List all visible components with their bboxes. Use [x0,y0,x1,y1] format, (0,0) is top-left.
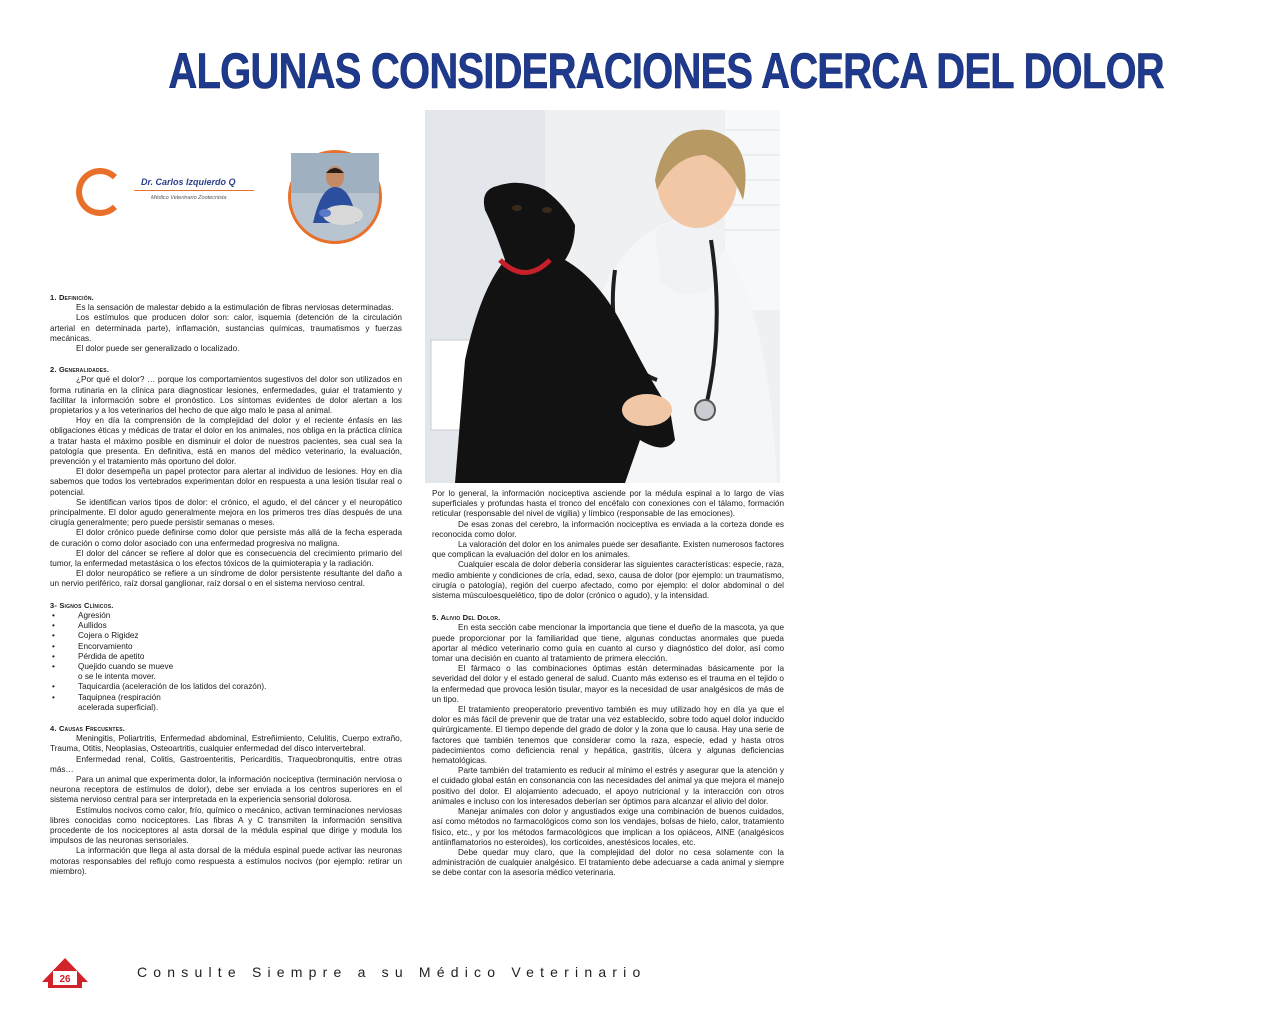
paragraph: Para un animal que experimenta dolor, la información nociceptiva (terminación nerviosa o neurona receptora de estímulos de dolor), debe ser enviada a los centros superiores en el sistema nervioso central para ser interpretada en la experiencia sensorial dolorosa. [50,774,402,805]
list-item: • Quejido cuando se mueve [50,662,402,672]
paragraph: Cualquier escala de dolor debería considerar las siguientes características: especie, raza, medio ambiente y condiciones de cría, edad, sexo, causa de dolor (por ejemplo: un traumatismo, cirugía o patología), región del cuerpo afectado, como por ejemplo: el dolor abdominal o del sistema músculoesquelético, tipo de dolor (crónico o agudo), y la intensidad. [432,560,784,601]
symptom-list [50,611,402,713]
section-heading: 1. Definición. [50,293,94,302]
list-item: • Taquipnea (respiración [50,693,402,703]
author-name: Dr. Carlos Izquierdo Q [141,177,236,187]
paragraph: Hoy en día la comprensión de la complejidad del dolor y el reciente énfasis en las obligaciones éticas y médicas de tratar el dolor en los animales, nos obliga en la práctica clínica a tratar hasta el máximo posible en disminuir el dolor de nuestros pacientes, sea cual sea la patología que presenta. En definitiva, está en manos del médico veterinario, la evaluación, prevención y el tratamiento más oportuno del dolor. [50,416,402,467]
list-item-continuation: o se le intenta mover. [78,672,156,682]
paragraph: Meningitis, Poliartritis, Enfermedad abdominal, Estreñimiento, Celulitis, Cuerpo extraño, Trauma, Otitis, Neoplasias, Osteoartritis, cualquier enfermedad del disco intervertebral. [50,734,402,754]
list-item: • Cojera o Rigidez [50,631,402,641]
paragraph: El dolor puede ser generalizado o localizado. [76,344,240,354]
section-heading: 5. Alivio Del Dolor. [432,613,501,623]
divider [134,190,254,191]
list-item: • Agresión [50,611,402,621]
page-number-badge [40,954,90,990]
paragraph: Los estímulos que producen dolor son: calor, isquemia (detención de la circulación arterial en determinada parte), inflamación, sustancias químicas, traumatismos y fuerzas mecánicas. [50,313,402,343]
page-number: 26 [59,974,71,985]
paragraph: El dolor desempeña un papel protector para alertar al individuo de lesiones. Hoy en día sabemos que todos los vertebrados experimentan dolor en respuesta a una lesión tisular real o potencial. [50,467,402,497]
logo-c-mark [76,168,124,216]
vet-dog-photo [425,110,780,483]
list-item: • Taquicardia (aceleración de los latidos del corazón). [50,682,402,692]
paragraph: Enfermedad renal, Colitis, Gastroenteritis, Pericarditis, Traqueobronquitis, entre otras más… [50,754,402,774]
paragraph: Se identifican varios tipos de dolor: el crónico, el agudo, el del cáncer y el neuropático principalmente. El dolor agudo generalmente mejora en los primeros tres días después de una cirugía generalmente; pero puede persistir semanas o meses. [50,497,402,528]
paragraph: El dolor neuropático se refiere a un síndrome de dolor persistente resultante del daño a un nervio periférico, raíz dorsal ganglionar, raíz dorsal o en el sistema nervioso central. [50,569,402,589]
paragraph: El tratamiento preoperatorio preventivo también es muy utilizado hoy en día ya que el dolor es más fácil de prevenir que de tratar una vez establecido, sobre todo aquel dolor inducido quirúrgicamente. El tiempo depende del grado de dolor y la zona que lo causa. Hay una serie de factores que también tenemos que considerar como la raza, especie, edad y hasta otros padecimientos como deficiencia renal y hepática, gastritis, úlcera y algunas deficiencias hematológicas. [432,705,784,766]
list-item: • Aullidos [50,621,402,631]
paragraph: Parte también del tratamiento es reducir al mínimo el estrés y asegurar que la atención y el cuidado global están en consonancia con las necesidades del animal ya que mejora el manejo positivo del dolor. El alojamiento adecuado, el apoyo nutricional y la interacción con otros animales e incluso con los interesados deberían ser óptimos para alcanzar el alivio del dolor. [432,766,784,806]
column-right [432,489,784,879]
paragraph: De esas zonas del cerebro, la información nociceptiva es enviada a la corteza donde es reconocida como dolor. [432,519,784,539]
list-item-continuation: acelerada superficial). [78,702,159,712]
paragraph: El fármaco o las combinaciones óptimas están determinadas básicamente por la severidad del dolor y el estado general de salud. Cuanto más extenso es el trauma en el tejido o la enfermedad que provoca lesión tisular, mayor es la necesidad de usar analgésicos de más de un tipo. [432,664,784,704]
paragraph: Por lo general, la información nociceptiva asciende por la médula espinal a lo largo de vías superficiales y profundas hasta el tronco del encéfalo con conexiones con el tálamo, formación reticular (responsable del nivel de vigilia) y límbico (responsable de las emociones). [432,489,784,519]
section-heading: 4. Causas Frecuentes. [50,723,126,733]
column-left [50,286,402,877]
author-role: Médico Veterinario Zootecnista [151,195,227,201]
page-title: ALGUNAS CONSIDERACIONES ACERCA DEL DOLOR [168,43,1164,99]
list-item: • Encorvamiento [50,642,402,652]
paragraph: Es la sensación de malestar debido a la estimulación de fibras nerviosas determinadas. [76,303,394,313]
footer-slogan: Consulte Siempre a su Médico Veterinario [137,964,647,980]
section-heading: 3- Signos Clínicos. [50,600,114,610]
paragraph: El dolor crónico puede definirse como dolor que persiste más allá de la fecha esperada de curación o como dolor asociado con una enfermedad progresiva no maligna. [50,528,402,548]
paragraph: ¿Por qué el dolor? … porque los comportamientos sugestivos del dolor son utilizados en forma rutinaria en la clínica para diagnosticar lesiones, enfermedades, guiar el tratamiento y facilitar la información sobre el pronóstico. Los síntomas evidentes de dolor alertan a los propietarios y a los veterinarios del hecho de que algo malo le pasa al animal. [50,375,402,416]
section-heading: 2. Generalidades. [50,365,110,375]
list-item: • Pérdida de apetito [50,652,402,662]
paragraph: El dolor del cáncer se refiere al dolor que es consecuencia del crecimiento primario del tumor, la enfermedad metastásica o los efectos tóxicos de la quimioterapia y la radiación. [50,548,402,569]
avatar [288,150,382,244]
paragraph: La valoración del dolor en los animales puede ser desafiante. Existen numerosos factores que complican la evaluación del dolor en los animales. [432,540,784,560]
paragraph: Manejar animales con dolor y angustiados exige una combinación de buenos cuidados, así como métodos no farmacológicos como son los vendajes, bolsas de hielo, calor, tratamiento físico, etc., y por los métodos farmacológicos que implican a los opiáceos, AINE (analgésicos antiinflamatorios no esteroides), los corticoides, anestésicos locales, etc. [432,807,784,847]
paragraph: Estímulos nocivos como calor, frío, químico o mecánico, activan terminaciones nerviosas libres conocidas como nociceptores. Las fibras A y C transmiten la información sensitiva procedente de los nociceptores al asta dorsal de la médula espinal que dirige y modula los impulsos de las neuronas sensoriales. [50,805,402,846]
paragraph: La información que llega al asta dorsal de la médula espinal puede activar las neuronas motoras responsables del reflujo como respuesta a estímulos nocivos (por ejemplo: retirar un miembro). [50,846,402,876]
paragraph: Debe quedar muy claro, que la complejidad del dolor no cesa solamente con la administración de cualquier analgésico. El tratamiento debe adecuarse a cada animal y siempre se debe contar con la asesoría médico veterinaria. [432,847,784,878]
paragraph: En esta sección cabe mencionar la importancia que tiene el dueño de la mascota, ya que puede proporcionar por la familiaridad que tiene, algunas conductas anormales que pueda aportar al médico veterinario como guía en cuanto al curso y diagnóstico del dolor, así como tomar una decisión en cuanto al tratamiento de primera elección. [432,623,784,664]
